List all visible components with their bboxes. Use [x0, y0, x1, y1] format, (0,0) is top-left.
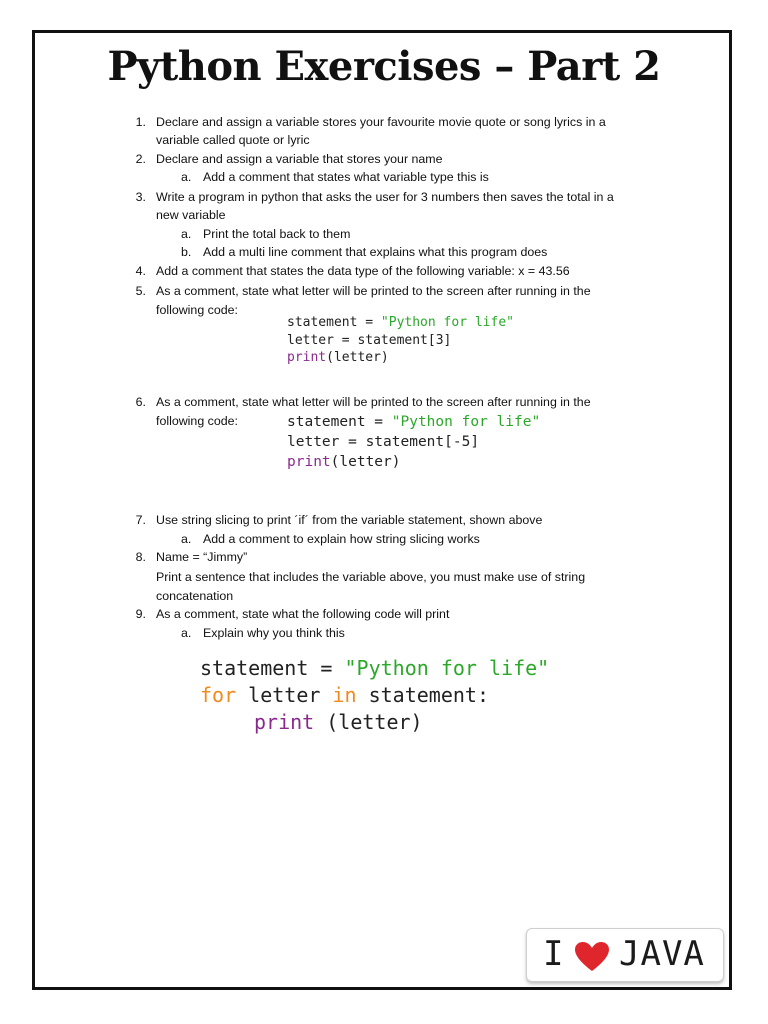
code-3-iterable: statement: [356, 683, 489, 707]
exercise-2a-label: a. [181, 170, 192, 184]
exercise-3-text: Write a program in python that asks the user for 3 numbers then saves the total in a [156, 190, 614, 204]
exercise-8-text: Name = “Jimmy” [156, 550, 248, 564]
exercise-1-text: Declare and assign a variable stores your favourite movie quote or song lyrics in a [156, 115, 606, 129]
code-2-print: print [287, 454, 331, 470]
item-number-1: 1. [135, 115, 146, 129]
item-number-5: 5. [135, 284, 146, 298]
exercise-4-text: Add a comment that states the data type of the following variable: x = 43.56 [156, 264, 570, 278]
exercise-8-text-cont-2: concatenation [156, 589, 234, 603]
item-number-9: 9. [135, 607, 146, 621]
exercise-3a-label: a. [181, 227, 192, 241]
exercise-2a-text: Add a comment that states what variable type this is [203, 170, 489, 184]
code-3-line-1 [200, 658, 549, 678]
exercise-9a-label: a. [181, 626, 192, 640]
code-2-string: "Python for life" [391, 414, 541, 430]
code-3-loop-var: letter [236, 683, 333, 707]
exercise-7-text: Use string slicing to print ´if´ from the variable statement, shown above [156, 513, 543, 527]
code-1-string: "Python for life" [380, 315, 514, 330]
exercise-9a-text: Explain why you think this [203, 626, 345, 640]
exercise-3-text-cont: new variable [156, 208, 226, 222]
item-number-2: 2. [135, 152, 146, 166]
exercise-6-text-cont: following code: [156, 414, 238, 428]
code-2-line-1 [287, 415, 540, 430]
exercise-9-text: As a comment, state what the following code will print [156, 607, 450, 621]
exercise-8-text-cont: Print a sentence that includes the variable above, you must make use of string [156, 570, 586, 584]
code-1-line-3 [287, 351, 389, 364]
exercise-6-text: As a comment, state what letter will be printed to the screen after running in the [156, 395, 591, 409]
code-3-string: "Python for life" [344, 656, 550, 680]
code-1-line-2: letter = statement[3] [287, 333, 452, 348]
exercise-2-text: Declare and assign a variable that stores your name [156, 152, 443, 166]
code-3-in-keyword: in [332, 683, 357, 707]
exercise-7a-label: a. [181, 532, 192, 546]
code-2-line-2: letter = statement[-5] [287, 434, 480, 450]
code-3-line-3 [254, 712, 423, 732]
code-3-print: print [254, 710, 315, 734]
exercise-3a-text: Print the total back to them [203, 227, 351, 241]
page-title: Python Exercises – Part 2 [107, 43, 661, 90]
heart-icon [574, 941, 610, 973]
code-3-assign: statement = [200, 656, 345, 680]
item-number-3: 3. [135, 190, 146, 204]
i-love-java-badge [526, 928, 724, 982]
exercise-5-text: As a comment, state what letter will be printed to the screen after running in the [156, 284, 591, 298]
code-1-line-1 [287, 316, 514, 329]
exercise-5-text-cont: following code: [156, 303, 238, 317]
badge-text-i: I [543, 934, 564, 974]
code-2-assign: statement = [287, 414, 392, 430]
exercise-3b-text: Add a multi line comment that explains what this program does [203, 245, 548, 259]
item-number-7: 7. [135, 513, 146, 527]
exercise-7a-text: Add a comment to explain how string slicing works [203, 532, 480, 546]
code-3-line-2 [200, 685, 489, 705]
item-number-6: 6. [135, 395, 146, 409]
code-1-print: print [287, 350, 327, 365]
code-3-arg: (letter) [314, 710, 423, 734]
exercise-3b-label: b. [181, 245, 192, 259]
code-1-assign: statement = [287, 315, 381, 330]
code-1-arg: (letter) [326, 350, 389, 365]
exercise-1-text-cont: variable called quote or lyric [156, 133, 310, 147]
item-number-8: 8. [135, 550, 146, 564]
code-3-for-keyword: for [200, 683, 237, 707]
code-2-arg: (letter) [330, 454, 401, 470]
badge-text-java: JAVA [619, 934, 705, 974]
code-2-line-3 [287, 455, 401, 470]
item-number-4: 4. [135, 264, 146, 278]
